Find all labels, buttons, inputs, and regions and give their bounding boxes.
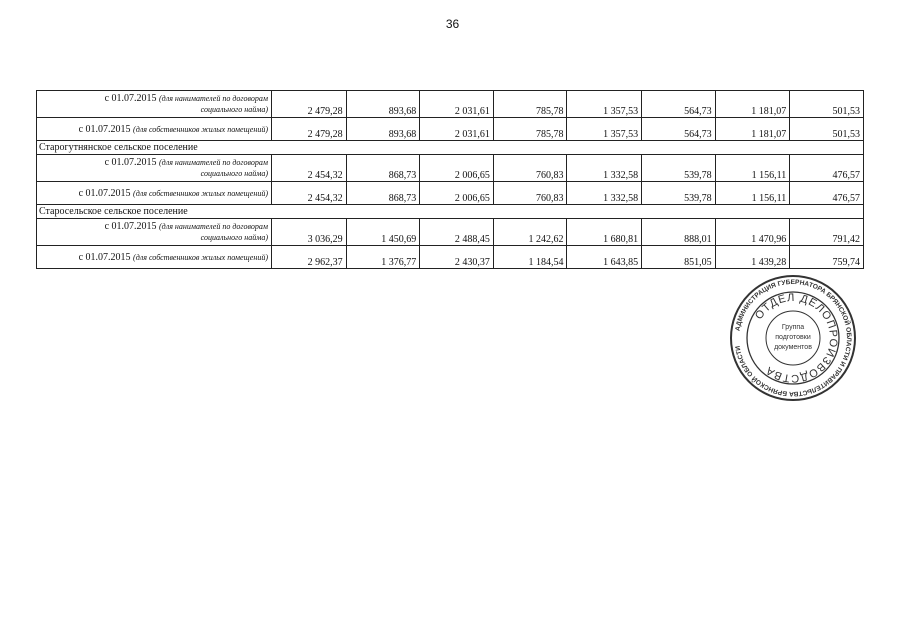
row-label-note: (для нанимателей по договорам — [159, 158, 268, 167]
table-cell-value: 3 036,29 — [271, 219, 346, 246]
table-cell-value: 1 450,69 — [346, 219, 420, 246]
table-cell-value: 1 376,77 — [346, 246, 420, 269]
table-cell-value: 851,05 — [642, 246, 716, 269]
row-label-date: с 01.07.2015 — [78, 251, 131, 263]
table-cell-value: 1 357,53 — [567, 91, 642, 118]
table-cell-value: 2 454,32 — [271, 155, 346, 182]
table-cell-value: 1 184,54 — [493, 246, 567, 269]
section-row — [37, 141, 864, 155]
table-cell-value: 785,78 — [493, 118, 567, 141]
row-label — [37, 118, 272, 141]
row-label-note: (для собственников жилых помещений) — [133, 252, 268, 262]
row-label-note: (для собственников жилых помещений) — [133, 124, 268, 134]
row-label-note: (для собственников жилых помещений) — [133, 188, 268, 198]
stamp-center-line: Группа — [781, 324, 805, 331]
table-cell-value: 2 006,65 — [420, 182, 494, 205]
row-label-note: социального найма) — [200, 105, 268, 114]
stamp-outer-text: АДМИНИСТРАЦИЯ ГУБЕРНАТОРА БРЯНСКОЙ ОБЛАСТИ И ПРАВИТЕЛЬСТВА БРЯНСКОЙ ОБЛАСТИ — [734, 278, 853, 398]
table-cell-value: 2 031,61 — [420, 118, 494, 141]
table-row — [37, 91, 864, 118]
table-cell-value: 1 643,85 — [567, 246, 642, 269]
row-label — [37, 219, 272, 246]
table-cell-value: 1 332,58 — [567, 155, 642, 182]
table-cell-value: 1 242,62 — [493, 219, 567, 246]
table-cell-value: 759,74 — [790, 246, 864, 269]
row-label-date: с 01.07.2015 — [104, 93, 157, 104]
table-cell-value: 1 156,11 — [715, 155, 790, 182]
table-cell-value: 1 181,07 — [715, 91, 790, 118]
table-row — [37, 182, 864, 205]
table-cell-value: 539,78 — [642, 182, 716, 205]
table-cell-value: 760,83 — [493, 155, 567, 182]
table-cell-value: 539,78 — [642, 155, 716, 182]
table-cell-value: 1 332,58 — [567, 182, 642, 205]
page-number: 36 — [445, 17, 460, 31]
table-cell-value: 2 006,65 — [420, 155, 494, 182]
table-cell-value: 760,83 — [493, 182, 567, 205]
table-cell-value: 1 181,07 — [715, 118, 790, 141]
section-row — [37, 205, 864, 219]
tariff-table — [36, 90, 864, 269]
row-label — [37, 182, 272, 205]
row-label-date: с 01.07.2015 — [104, 157, 157, 168]
row-label-note: социального найма) — [200, 169, 268, 178]
table-cell-value: 501,53 — [790, 91, 864, 118]
row-label — [37, 246, 272, 269]
table-cell-value: 1 357,53 — [567, 118, 642, 141]
table-cell-value: 2 479,28 — [271, 118, 346, 141]
table-cell-value: 2 962,37 — [271, 246, 346, 269]
section-title: Старогутнянское сельское поселение — [37, 141, 864, 155]
table-cell-value: 1 680,81 — [567, 219, 642, 246]
table-cell-value: 564,73 — [642, 118, 716, 141]
row-label-date: с 01.07.2015 — [104, 221, 157, 232]
row-label-date: с 01.07.2015 — [78, 123, 131, 135]
table-cell-value: 893,68 — [346, 91, 420, 118]
table-cell-value: 1 156,11 — [715, 182, 790, 205]
table-cell-value: 2 430,37 — [420, 246, 494, 269]
official-stamp — [728, 273, 858, 403]
table-cell-value: 476,57 — [790, 155, 864, 182]
table-cell-value: 476,57 — [790, 182, 864, 205]
table-cell-value: 785,78 — [493, 91, 567, 118]
table-cell-value: 2 488,45 — [420, 219, 494, 246]
table-cell-value: 2 454,32 — [271, 182, 346, 205]
row-label — [37, 91, 272, 118]
table-cell-value: 1 439,28 — [715, 246, 790, 269]
row-label-note: (для нанимателей по договорам — [159, 222, 268, 231]
table-cell-value: 791,42 — [790, 219, 864, 246]
row-label-note: (для нанимателей по договорам — [159, 94, 268, 103]
stamp-center-line: документов — [774, 344, 812, 351]
row-label — [37, 155, 272, 182]
table-cell-value: 893,68 — [346, 118, 420, 141]
table-cell-value: 1 470,96 — [715, 219, 790, 246]
table-row — [37, 246, 864, 269]
table-row — [37, 219, 864, 246]
table-row — [37, 118, 864, 141]
table-cell-value: 2 479,28 — [271, 91, 346, 118]
section-title: Старосельское сельское поселение — [37, 205, 864, 219]
row-label-date: с 01.07.2015 — [78, 187, 131, 199]
table-cell-value: 564,73 — [642, 91, 716, 118]
table-cell-value: 868,73 — [346, 182, 420, 205]
table-cell-value: 888,01 — [642, 219, 716, 246]
table-cell-value: 868,73 — [346, 155, 420, 182]
table-cell-value: 501,53 — [790, 118, 864, 141]
stamp-inner-text: ОТДЕЛ ДЕЛОПРОИЗВОДСТВА — [753, 291, 840, 385]
table-cell-value: 2 031,61 — [420, 91, 494, 118]
row-label-note: социального найма) — [200, 233, 268, 242]
table-row — [37, 155, 864, 182]
stamp-center-line: подготовки — [775, 334, 811, 341]
